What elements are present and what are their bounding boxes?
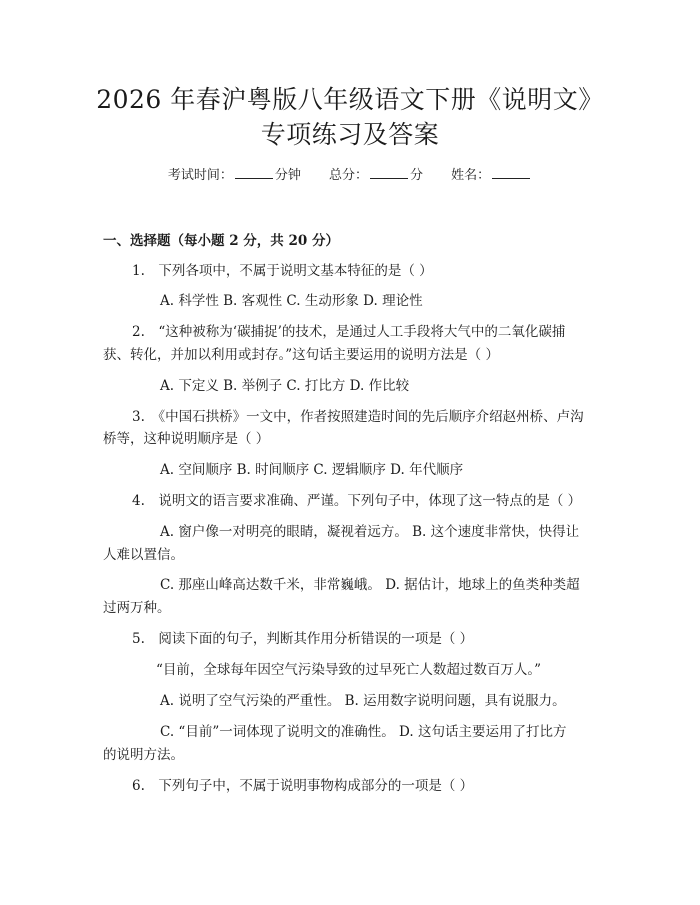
question-2-stem-line2: 获、转化，并加以利用或封存。”这句话主要运用的说明方法是（ ） xyxy=(103,347,499,363)
question-2-options: A. 下定义 B. 举例子 C. 打比方 D. 作比较 xyxy=(160,378,410,394)
question-1-options: A. 科学性 B. 客观性 C. 生动形象 D. 理论性 xyxy=(160,293,423,309)
document-title-line2: 专项练习及答案 xyxy=(260,120,440,149)
question-4-options-ab-line1: A. 窗户像一对明亮的眼睛，凝视着远方。 B. 这个速度非常快，快得让 xyxy=(160,524,580,540)
question-1-stem: 1. 下列各项中，不属于说明文基本特征的是（ ） xyxy=(132,263,433,279)
question-4-options-cd-line2: 过两万种。 xyxy=(103,600,171,616)
exam-time-field xyxy=(168,166,301,186)
question-3-options: A. 空间顺序 B. 时间顺序 C. 逻辑顺序 D. 年代顺序 xyxy=(160,462,464,478)
question-5-options-cd-line1: C. “目前”一词体现了说明文的准确性。 D. 这句话主要运用了打比方 xyxy=(160,724,567,740)
question-3-stem-line2: 桥等，这种说明顺序是（ ） xyxy=(103,431,270,447)
question-5-options-ab: A. 说明了空气污染的严重性。 B. 运用数字说明问题，具有说服力。 xyxy=(160,693,566,709)
total-score-label: 总分： xyxy=(328,168,368,183)
question-5-quote: “目前，全球每年因空气污染导致的过早死亡人数超过数百万人。” xyxy=(156,662,542,678)
question-5-stem: 5. 阅读下面的句子，判断其作用分析错误的一项是（ ） xyxy=(132,631,474,647)
question-5-options-cd-line2: 的说明方法。 xyxy=(103,747,184,763)
student-name-blank xyxy=(492,166,530,179)
total-score-blank xyxy=(370,166,408,179)
exam-time-label: 考试时间： xyxy=(167,168,233,183)
question-4-stem: 4. 说明文的语言要求准确、严谨。下列句子中，体现了这一特点的是（ ） xyxy=(132,493,582,509)
exam-time-unit: 分钟 xyxy=(274,168,301,183)
question-4-options-cd-line1: C. 那座山峰高达数千米，非常巍峨。 D. 据估计，地球上的鱼类种类超 xyxy=(160,577,580,593)
student-name-field xyxy=(451,166,532,186)
exam-time-blank xyxy=(235,166,273,179)
document-title-line1: 2026 年春沪粤版八年级语文下册《说明文》 xyxy=(96,85,604,114)
exam-info xyxy=(0,166,700,186)
total-score-unit: 分 xyxy=(410,168,424,183)
total-score-field xyxy=(329,166,423,186)
section-heading: 一、选择题（每小题 2 分，共 20 分） xyxy=(103,233,339,249)
question-6-stem: 6. 下列句子中，不属于说明事物构成部分的一项是（ ） xyxy=(132,778,474,794)
question-4-options-ab-line2: 人难以置信。 xyxy=(103,547,184,563)
question-2-stem-line1: 2. “这种被称为‘碳捕捉’的技术，是通过人工手段将大气中的二氧化碳捕 xyxy=(132,324,566,340)
question-3-stem-line1: 3. 《中国石拱桥》一文中，作者按照建造时间的先后顺序介绍赵州桥、卢沟 xyxy=(132,409,584,425)
student-name-label: 姓名： xyxy=(451,168,491,183)
